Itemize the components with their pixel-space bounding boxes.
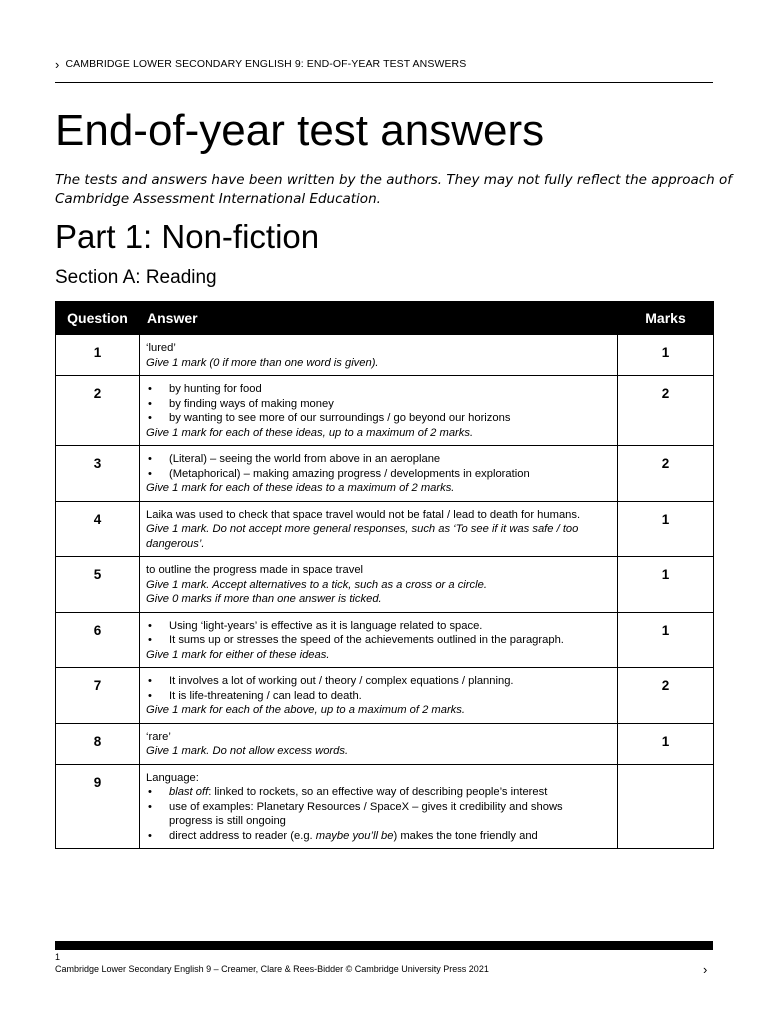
answer-bullet: • by wanting to see more of our surroundings / go beyond our horizons — [146, 411, 609, 426]
marks-value: 1 — [661, 733, 670, 749]
question-number-text: 9 — [93, 774, 102, 790]
emphasis-text: blast off — [169, 786, 209, 798]
footer-copyright: Cambridge Lower Secondary English 9 – Creamer, Clare & Rees-Bidder © Cambridge University Press 2021 — [55, 964, 489, 974]
answer-text: Laika was used to check that space travel would not be fatal / lead to death for humans. — [146, 508, 581, 521]
marks-cell — [618, 557, 714, 613]
column-header-marks: Marks — [618, 302, 714, 335]
marks-value: 1 — [661, 567, 670, 582]
marking-guidance: Give 1 mark for each of these ideas to a maximum of 2 marks. — [146, 482, 455, 494]
marks-cell — [618, 612, 714, 668]
question-number-text: 6 — [93, 622, 102, 638]
question-number-text: 5 — [93, 567, 102, 582]
marks-cell — [618, 335, 714, 376]
answer-text: ‘rare’ — [146, 730, 171, 743]
header-divider — [55, 82, 713, 83]
marking-guidance: Give 1 mark for each of the above, up to a maximum of 2 marks. — [146, 704, 465, 716]
running-header — [55, 56, 713, 71]
marks-value: 1 — [661, 511, 670, 527]
question-number — [56, 612, 140, 668]
answer-bullet-list — [146, 452, 609, 481]
marking-guidance: Give 1 mark. Do not allow excess words. — [146, 745, 349, 757]
part-heading: Part 1: Non-fiction — [55, 218, 320, 255]
marks-cell — [618, 376, 714, 446]
marks-cell — [618, 723, 714, 764]
table-row — [56, 764, 714, 849]
question-number-text: 3 — [93, 456, 102, 471]
marking-guidance: Give 1 mark for each of these ideas, up to a maximum of 2 marks. — [146, 426, 474, 439]
answer-bullet: • It is life-threatening / can lead to death. — [146, 689, 609, 704]
footer-divider — [55, 941, 713, 950]
marks-cell — [618, 501, 714, 557]
question-number-text: 7 — [93, 678, 102, 693]
table-row — [56, 501, 714, 557]
marks-cell — [618, 446, 714, 502]
answer-bullet: • It involves a lot of working out / theory / complex equations / planning. — [146, 674, 609, 689]
question-number-text: 4 — [93, 511, 102, 527]
answer-text: Language: — [146, 771, 199, 784]
answers-table-body — [56, 335, 714, 849]
answer-bullet: • by finding ways of making money — [146, 397, 609, 412]
answer-bullet-list — [146, 382, 609, 426]
column-header-question: Question — [56, 302, 140, 335]
answer-cell — [140, 668, 618, 724]
page-number: 1 — [55, 952, 61, 962]
answer-bullet: • (Literal) – seeing the world from above in an aeroplane — [146, 452, 609, 467]
page-title: End-of-year test answers — [55, 106, 545, 155]
answer-bullet: • Using ‘light-years’ is effective as it is language related to space. — [146, 619, 609, 634]
question-number — [56, 557, 140, 613]
answer-bullet: • It sums up or stresses the speed of the achievements outlined in the paragraph. — [146, 633, 609, 648]
column-header-answer: Answer — [140, 302, 618, 335]
marks-value — [618, 765, 713, 775]
table-row — [56, 612, 714, 668]
table-row — [56, 376, 714, 446]
answers-table — [55, 301, 714, 849]
table-row — [56, 723, 714, 764]
question-number — [56, 446, 140, 502]
table-row — [56, 668, 714, 724]
chevron-right-icon: › — [55, 57, 60, 72]
answer-cell — [140, 723, 618, 764]
answer-cell — [140, 764, 618, 849]
answer-bullet — [146, 829, 609, 844]
running-header-title: CAMBRIDGE LOWER SECONDARY ENGLISH 9: END-OF-YEAR TEST ANSWERS — [65, 57, 467, 70]
answer-text: to outline the progress made in space travel — [146, 564, 364, 576]
question-number — [56, 501, 140, 557]
question-number — [56, 376, 140, 446]
table-row — [56, 446, 714, 502]
marking-guidance: Give 1 mark (0 if more than one word is given). — [146, 356, 379, 369]
marks-cell — [618, 668, 714, 724]
answer-text: ‘lured’ — [146, 342, 176, 354]
question-number-text: 1 — [93, 345, 102, 360]
answer-cell — [140, 612, 618, 668]
answer-cell — [140, 335, 618, 376]
answer-cell — [140, 446, 618, 502]
marks-value: 2 — [661, 456, 670, 471]
authorship-note: The tests and answers have been written by the authors. They may not fully reflect the approach of Cambridge Assessment International Education. — [55, 172, 733, 207]
answer-text-part: ) makes the tone friendly and — [393, 829, 538, 842]
question-number — [56, 335, 140, 376]
answer-bullet: • (Metaphorical) – making amazing progress / developments in exploration — [146, 467, 609, 482]
marks-value: 1 — [661, 345, 670, 360]
answer-text-part: direct address to reader (e.g. — [169, 829, 316, 842]
table-row — [56, 335, 714, 376]
marks-value: 1 — [661, 622, 670, 638]
chevron-right-icon: › — [703, 962, 708, 977]
question-number — [56, 764, 140, 849]
question-number-text: 8 — [93, 733, 102, 749]
answer-bullet: • use of examples: Planetary Resources / SpaceX – gives it credibility and shows progress is still ongoing — [146, 800, 609, 829]
table-header-row — [56, 302, 714, 335]
answer-bullet: • by hunting for food — [146, 382, 609, 397]
section-heading: Section A: Reading — [55, 267, 217, 288]
answer-cell — [140, 501, 618, 557]
emphasis-text: maybe you’ll be — [315, 829, 394, 842]
marks-cell — [618, 764, 714, 849]
marks-value: 2 — [661, 678, 670, 693]
question-number — [56, 668, 140, 724]
answer-cell — [140, 557, 618, 613]
answer-bullet-list — [146, 785, 609, 843]
question-number — [56, 723, 140, 764]
question-number-text: 2 — [93, 386, 102, 401]
marking-guidance: Give 1 mark. Do not accept more general responses, such as ‘To see if it was safe / too dangerous’. — [146, 523, 579, 550]
marking-guidance: Give 0 marks if more than one answer is ticked. — [146, 593, 382, 605]
answer-cell — [140, 376, 618, 446]
answer-bullet-list — [146, 674, 609, 703]
answer-text-part: : linked to rockets, so an effective way of describing people’s interest — [208, 786, 548, 798]
answer-bullet-list — [146, 619, 609, 648]
marks-value: 2 — [661, 386, 670, 401]
table-row — [56, 557, 714, 613]
marking-guidance: Give 1 mark for either of these ideas. — [146, 648, 330, 661]
marking-guidance: Give 1 mark. Accept alternatives to a tick, such as a cross or a circle. — [146, 578, 487, 591]
answer-bullet — [146, 785, 609, 800]
